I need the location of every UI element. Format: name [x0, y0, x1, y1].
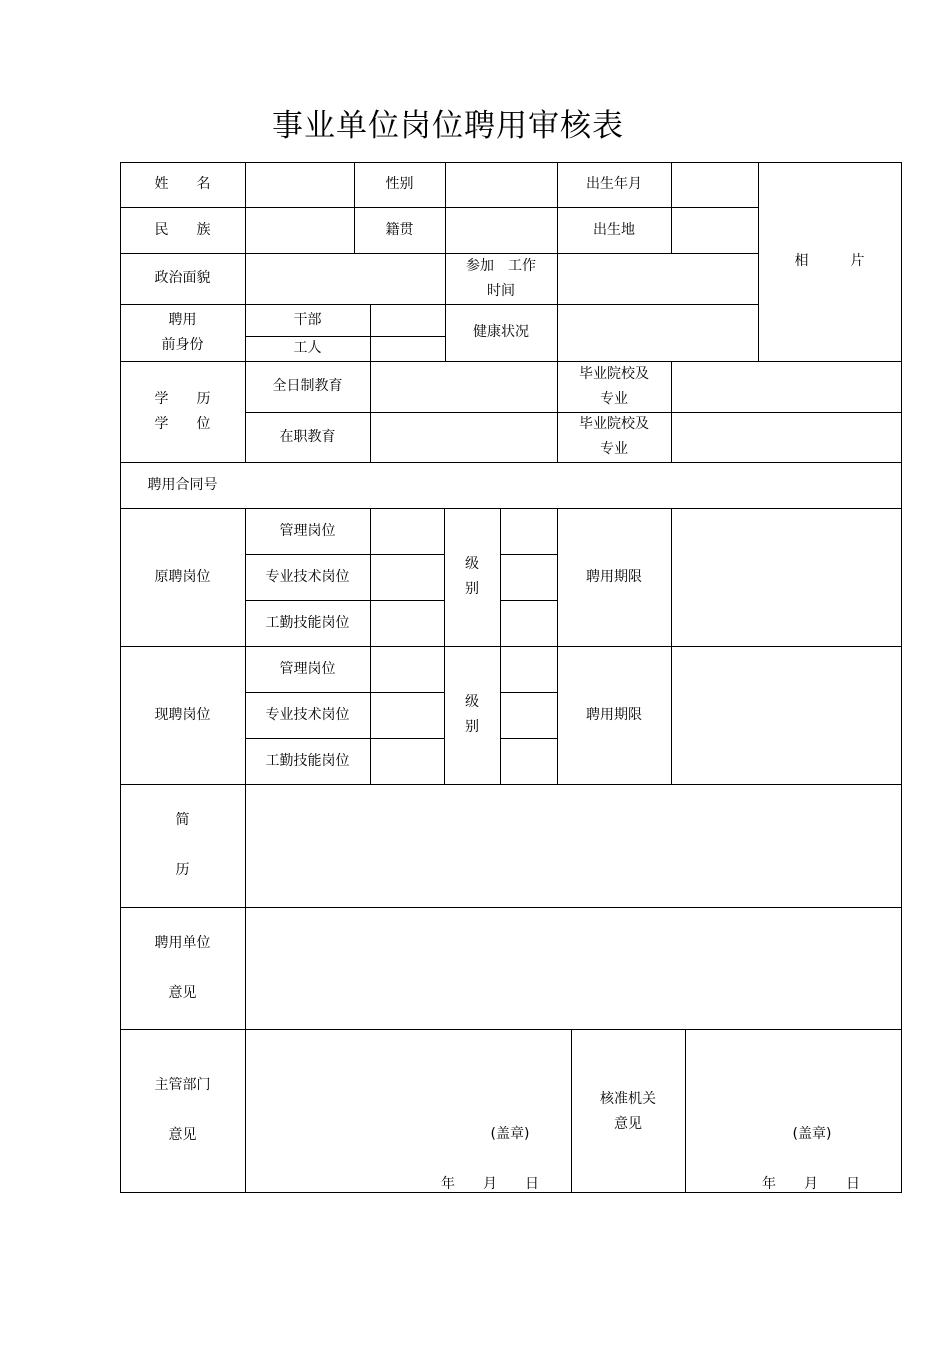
orig-skill-post-label: 工勤技能岗位: [265, 614, 350, 631]
gender-label: 性别: [385, 176, 414, 192]
name-field[interactable]: [246, 163, 354, 207]
curr-tech-post-label: 专业技术岗位: [265, 706, 350, 723]
contract-number-label: 聘用合同号: [147, 476, 218, 493]
worker-label: 工人: [293, 340, 322, 356]
orig-level-label: 级 别: [465, 556, 479, 597]
dept-seal-label: (盖章): [490, 1125, 530, 1142]
education-degree-label: 学 历 学 位: [154, 390, 211, 432]
curr-skill-post-label: 工勤技能岗位: [265, 752, 350, 769]
ethnicity-field[interactable]: [246, 208, 354, 253]
ethnicity-label: 民 族: [154, 221, 211, 238]
birth-date-field[interactable]: [672, 163, 758, 207]
health-field[interactable]: [558, 305, 758, 361]
native-place-field[interactable]: [446, 208, 557, 253]
cadre-label: 干部: [293, 311, 322, 328]
birthplace-field[interactable]: [672, 208, 758, 253]
resume-field[interactable]: [246, 785, 901, 907]
curr-level-label: 级 别: [465, 694, 479, 735]
orig-term-label: 聘用期限: [586, 568, 642, 585]
curr-term-label: 聘用期限: [586, 706, 642, 723]
fulltime-education-label: 全日制教育: [272, 378, 343, 394]
gender-field[interactable]: [446, 163, 557, 207]
native-place-label: 籍贯: [385, 221, 414, 238]
dept-date-label: 年 月 日: [441, 1175, 539, 1192]
unit-opinion-field[interactable]: [246, 908, 901, 1029]
work-start-label: 参加 工作 时间: [466, 257, 536, 299]
photo-label: 相 片: [794, 253, 865, 269]
approval-date-label: 年 月 日: [762, 1175, 860, 1192]
inservice-education-label: 在职教育: [279, 428, 336, 445]
political-status-label: 政治面貌: [154, 270, 211, 286]
resume-label: 简 历: [175, 812, 190, 878]
orig-tech-post-label: 专业技术岗位: [265, 568, 350, 585]
current-post-label: 现聘岗位: [154, 706, 211, 723]
work-start-field[interactable]: [558, 254, 758, 304]
approval-seal-label: (盖章): [792, 1125, 832, 1142]
school-major-label-1: 毕业院校及 专业: [579, 365, 649, 407]
name-label: 姓 名: [154, 176, 211, 192]
orig-mgmt-post-label: 管理岗位: [279, 522, 336, 539]
original-post-label: 原聘岗位: [154, 568, 211, 585]
form-title: 事业单位岗位聘用审核表: [272, 108, 624, 144]
prior-identity-label: 聘用 前身份: [161, 311, 204, 353]
curr-mgmt-post-label: 管理岗位: [279, 660, 336, 677]
unit-opinion-label: 聘用单位 意见: [154, 934, 211, 1001]
approval-authority-label: 核准机关 意见: [600, 1091, 656, 1132]
school-major-label-2: 毕业院校及 专业: [579, 416, 649, 457]
birth-date-label: 出生年月: [586, 176, 642, 192]
contract-number-field[interactable]: [246, 463, 901, 508]
health-label: 健康状况: [473, 324, 529, 340]
dept-opinion-label: 主管部门 意见: [154, 1077, 211, 1143]
political-status-field[interactable]: [246, 254, 445, 304]
birthplace-label: 出生地: [593, 221, 635, 238]
